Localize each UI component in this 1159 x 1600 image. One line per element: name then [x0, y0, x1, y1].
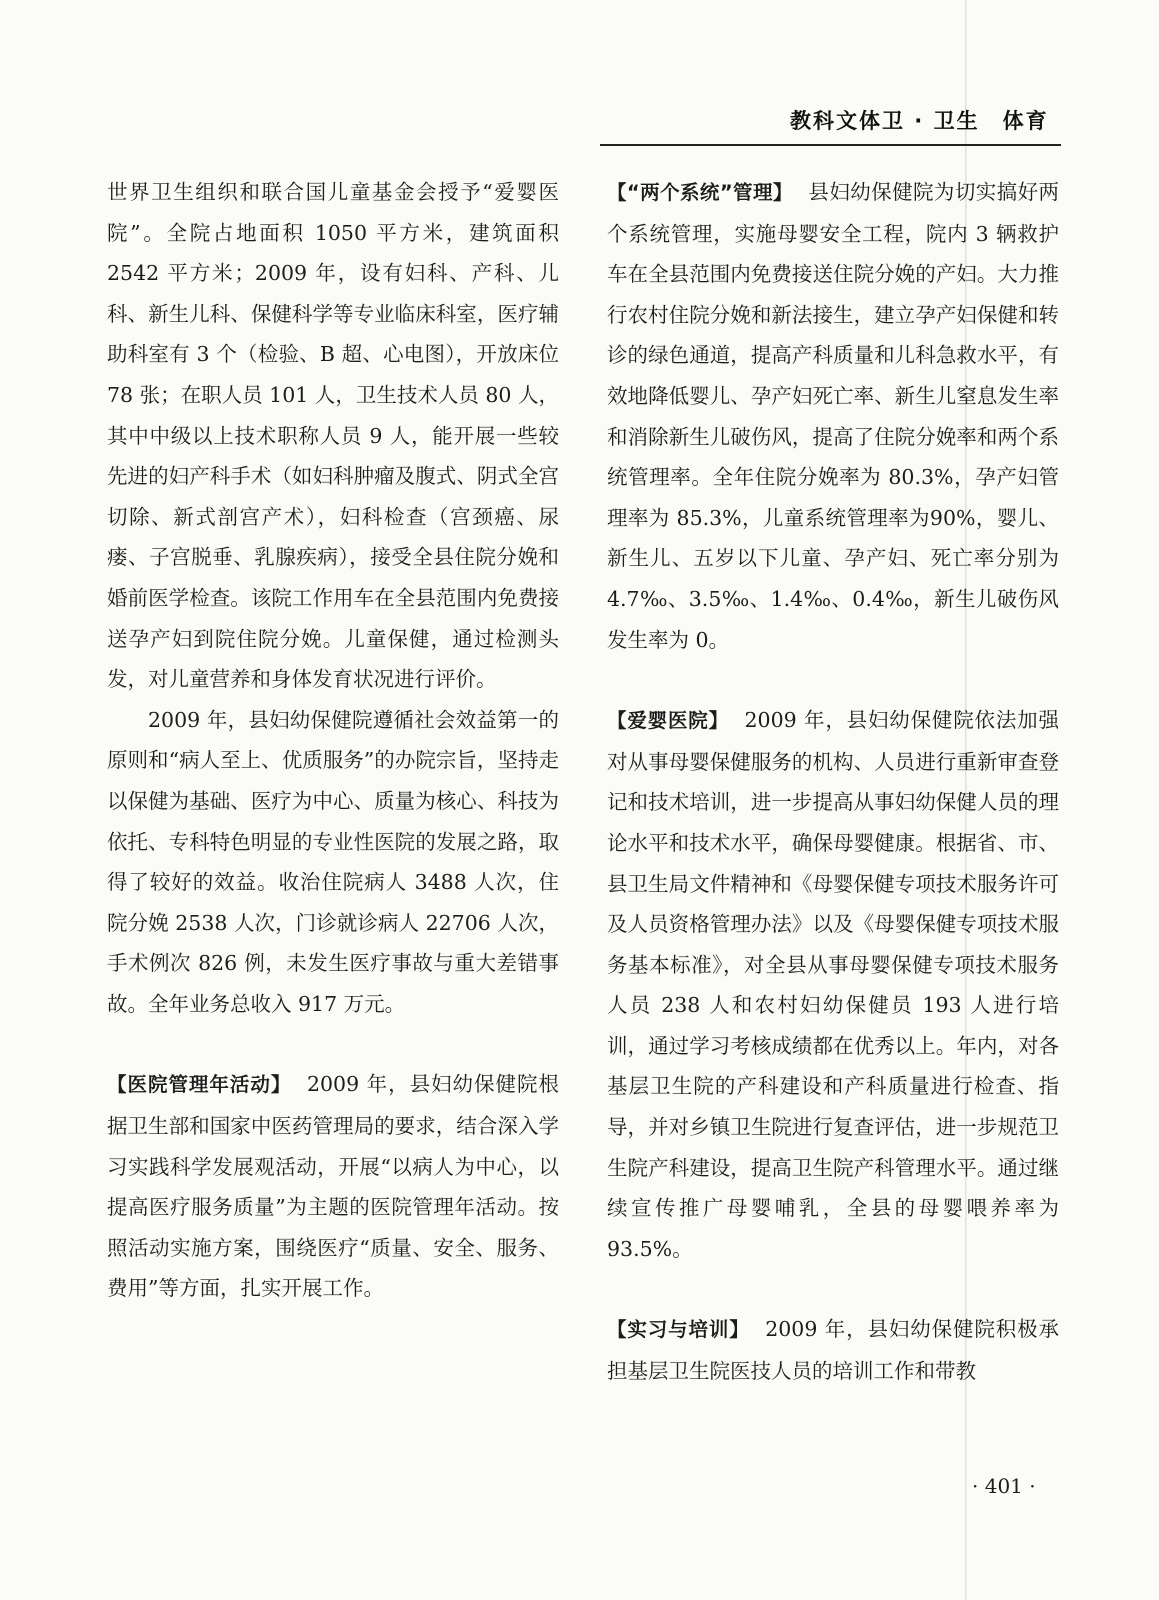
section-body: 2009 年，县妇幼保健院依法加强对从事母婴保健服务的机构、人员进行重新审查登记和技术培训，进一步提高从事妇幼保健人员的理论水平和技术水平，确保母婴健康。根据省、市、县卫生局文件精神和《母婴保健专项技术服务许可及人员资格管理办法》以及《母婴保健专项技术服务基本标准》，对全县从事母婴保健专项技术服务人员 238 人和农村妇幼保健员 193 人进行培训，通过学习考核成绩都在优秀以上。年内，对各基层卫生院的产科建设和产科质量进行检查、指导，并对乡镇卫生院进行复查评估，进一步规范卫生院产科建设，提高卫生院产科管理水平。通过继续宣传推广母婴哺乳，全县的母婴喂养率为 93.5%。	[607, 708, 1059, 1261]
paragraph-continuation: 世界卫生组织和联合国儿童基金会授予“爱婴医院”。全院占地面积 1050 平方米，建筑面积 2542 平方米；2009 年，设有妇科、产科、儿科、新生儿科、保健科学等专业临床科室，医疗辅助科室有 3 个（检验、B 超、心电图），开放床位 78 张；在职人员 101 人，卫生技术人员 80 人，其中中级以上技术职称人员 9 人，能开展一些较先进的妇产科手术（如妇科肿瘤及腹式、阴式全宫切除、新式剖宫产术），妇科检查（宫颈癌、尿瘘、子宫脱垂、乳腺疾病），接受全县住院分娩和婚前医学检查。该院工作用车在全县范围内免费接送孕产妇到院住院分娩。儿童保健，通过检测头发，对儿童营养和身体发育状况进行评价。	[107, 180, 559, 692]
section-title: 【“两个系统”管理】	[607, 181, 793, 204]
section-body: 2009 年，县妇幼保健院积极承担基层卫生院医技人员的培训工作和带教	[607, 1317, 1059, 1384]
running-header: 教科文体卫 · 卫生 体育	[790, 109, 1049, 133]
paragraph-summary-2009: 2009 年，县妇幼保健院遵循社会效益第一的原则和“病人至上、优质服务”的办院宗旨，坚持走以保健为基础、医疗为中心、质量为核心、科技为依托、专科特色明显的专业性医院的发展之路，取得了较好的效益。收治住院病人 3488 人次，住院分娩 2538 人次，门诊就诊病人 22706 人次，手术例次 826 例，未发生医疗事故与重大差错事故。全年业务总收入 917 万元。	[107, 707, 559, 1016]
section-baby-friendly-hospital	[607, 700, 1059, 1269]
header-rule	[600, 144, 1061, 146]
section-title: 【实习与培训】	[607, 1318, 750, 1342]
left-column	[107, 172, 559, 1309]
page-number: · 401 ·	[972, 1474, 1036, 1498]
section-hospital-management-year	[107, 1064, 559, 1309]
section-two-systems-management	[607, 172, 1059, 660]
section-body: 县妇幼保健院为切实搞好两个系统管理，实施母婴安全工程，院内 3 辆救护车在全县范围内免费接送住院分娩的产妇。大力推行农村住院分娩和新法接生，建立孕产妇保健和转诊的绿色通道，提高产科质量和儿科急救水平，有效地降低婴儿、孕产妇死亡率、新生儿窒息发生率和消除新生儿破伤风，提高了住院分娩率和两个系统管理率。全年住院分娩率为 80.3%，孕产妇管理率为 85.3%，儿童系统管理率为90%，婴儿、新生儿、五岁以下儿童、孕产妇、死亡率分别为 4.7‰、3.5‰、1.4‰、0.4‰，新生儿破伤风发生率为 0。	[607, 180, 1059, 652]
section-body: 2009 年，县妇幼保健院根据卫生部和国家中医药管理局的要求，结合深入学习实践科学发展观活动，开展“以病人为中心，以提高医疗服务质量”为主题的医院管理年活动。按照活动实施方案，围绕医疗“质量、安全、服务、费用”等方面，扎实开展工作。	[107, 1072, 559, 1301]
right-column	[607, 172, 1059, 1392]
section-internship-training	[607, 1309, 1059, 1391]
section-title: 【医院管理年活动】	[107, 1073, 292, 1097]
section-title: 【爱婴医院】	[607, 709, 729, 733]
